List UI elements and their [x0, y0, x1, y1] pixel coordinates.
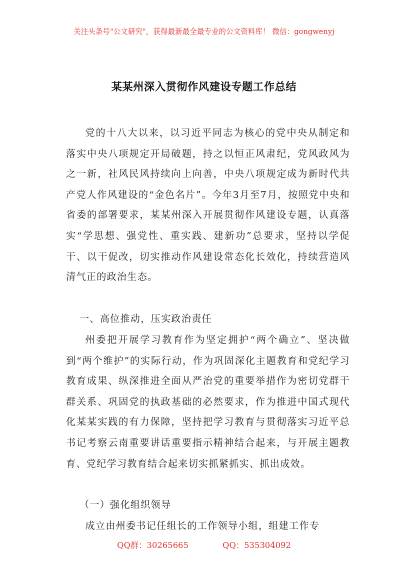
- paragraph-section-1: [66, 331, 350, 475]
- paragraph-text: 成立由州委书记任组长的工作领导小组，组建工作专: [85, 521, 320, 532]
- section-heading-1: 一、高位推动，压实政治责任: [79, 314, 212, 325]
- paragraph-text: 州委把开展学习教育作为坚定拥护“两个确立”、坚决做到“两个维护”的实际行动，作为巩固深化主题教育和党纪学习教育成果、纵深推进全面从严治党的重要举措作为密切党群干群关系、巩固党的执政基础的必然要求，作为推进中国式现代化某某实践的有力保障，坚持把学习教育与贯彻落实习近平总书记考察云南重要讲话重要指示精神结合起来，与开展主题教育、党纪学习教育结合起来切实抓紧抓实、抓出成效。: [66, 335, 350, 470]
- paragraph-text: 党的十八大以来，以习近平同志为核心的党中央从制定和落实中央八项规定开局破题，持之以恒正风肃纪，党风政风为之一新，社风民风持续向上向善，中央八项规定成为新时代共产党人作风建设的“金色名片”。今年3月至7月，按照党中央和省委的部署要求，某某州深入开展贯彻作风建设专题，认真落实“学思想、强党性、重实践、建新功”总要求，坚持以学促干、以干促改，切实推动作风建设常态化长效化，持续营造风清气正的政治生态。: [66, 128, 350, 284]
- subsection-heading-1: （一）强化组织领导: [79, 500, 172, 511]
- footer-qq-group: QQ群：30265665: [117, 540, 189, 550]
- paragraph-subsection-1: [66, 517, 350, 538]
- footer-contact: [0, 540, 408, 551]
- paragraph-intro: [66, 124, 350, 289]
- header-banner: 关注头条号"公文研究"，获得最新最全最专业的公文资料库！ 微信：gongwenyj: [73, 27, 335, 36]
- footer-qq: QQ：535304092: [222, 540, 291, 550]
- document-title: 某某州深入贯彻作风建设专题工作总结: [111, 81, 297, 93]
